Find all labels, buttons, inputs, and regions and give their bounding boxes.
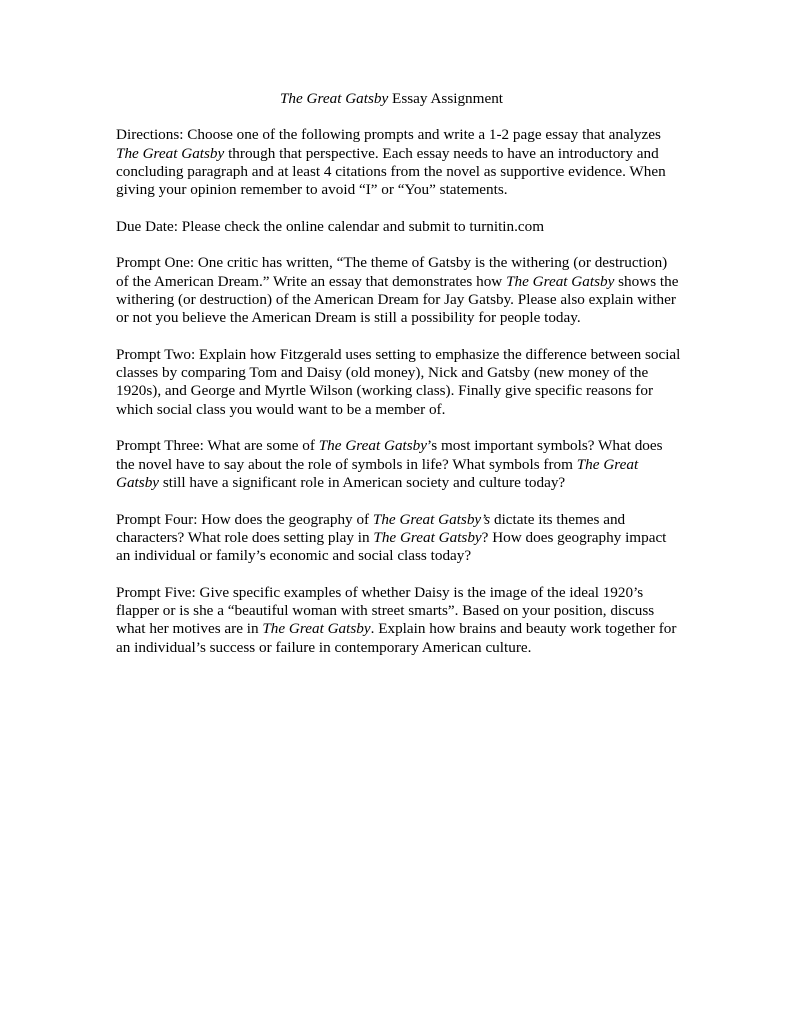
prompt-two-paragraph — [116, 346, 681, 419]
document-body — [116, 126, 681, 657]
prompt-four-paragraph — [116, 511, 681, 566]
document-page — [116, 90, 681, 675]
paragraph-text: Prompt Two: Explain how Fitzgerald uses setting to emphasize the difference between social classes by comparing Tom and Daisy (old money), Nick and Gatsby (new money of the 1920s), and George and Myrtle Wilson (working class). Finally give specific reasons for which social class you would want to be a member of. — [116, 345, 681, 418]
italic-title-text: The Great Gatsby — [318, 437, 428, 455]
paragraph-text: still have a significant role in American society and culture today? — [159, 473, 566, 491]
italic-title-text: The Great Gatsby — [373, 528, 482, 546]
prompt-three-paragraph — [116, 437, 681, 492]
paragraph-text: Prompt Five: Give specific examples of whether Daisy is the image of the ideal 1920’s flapper or is she a “beautiful woman with street smarts”. Based on your position, discuss what her motives are in — [116, 583, 655, 638]
prompt-five-paragraph — [116, 584, 681, 657]
document-title — [116, 90, 681, 108]
italic-title-text: The Great Gatsby’s — [372, 510, 491, 528]
paragraph-text: shows the withering (or destruction) of the American Dream for Jay Gatsby. Please also explain wither or not you believe the American Dream is still a possibility for people today. — [116, 272, 679, 327]
paragraph-text: Directions: Choose one of the following prompts and write a 1-2 page essay that analyzes — [116, 126, 661, 144]
prompt-one-paragraph — [116, 254, 681, 327]
paragraph-text: ’s most important symbols? What does the novel have to say about the role of symbols in life? What symbols from — [116, 437, 663, 473]
paragraph-text: through that perspective. Each essay needs to have an introductory and concluding paragraph and at least 4 citations from the novel as supportive evidence. When giving your opinion remember to avoid “I” or “You” statements. — [116, 144, 666, 199]
italic-title-text: The Great Gatsby — [116, 144, 225, 162]
paragraph-text: Prompt Three: What are some of — [116, 437, 319, 455]
italic-title-text: The Great Gatsby — [506, 272, 615, 290]
italic-title-text: The Great Gatsby — [116, 455, 639, 491]
directions-paragraph — [116, 126, 681, 199]
paragraph-text: Prompt One: One critic has written, “The theme of Gatsby is the withering (or destruction) of the American Dream.” Write an essay that demonstrates how — [116, 254, 668, 290]
due-date-paragraph — [116, 218, 681, 236]
title-text: Essay Assignment — [388, 90, 504, 107]
paragraph-text: Prompt Four: How does the geography of — [116, 510, 373, 528]
title-italic-text: The Great Gatsby — [279, 90, 389, 107]
paragraph-text: dictate its themes and characters? What role does setting play in — [116, 510, 626, 546]
paragraph-text: Due Date: Please check the online calendar and submit to turnitin.com — [116, 217, 545, 235]
paragraph-text: . Explain how brains and beauty work together for an individual’s success or failure in contemporary American culture. — [116, 620, 677, 656]
italic-title-text: The Great Gatsby — [262, 620, 371, 638]
paragraph-text: ? How does geography impact an individual or family’s economic and social class today? — [116, 528, 667, 565]
